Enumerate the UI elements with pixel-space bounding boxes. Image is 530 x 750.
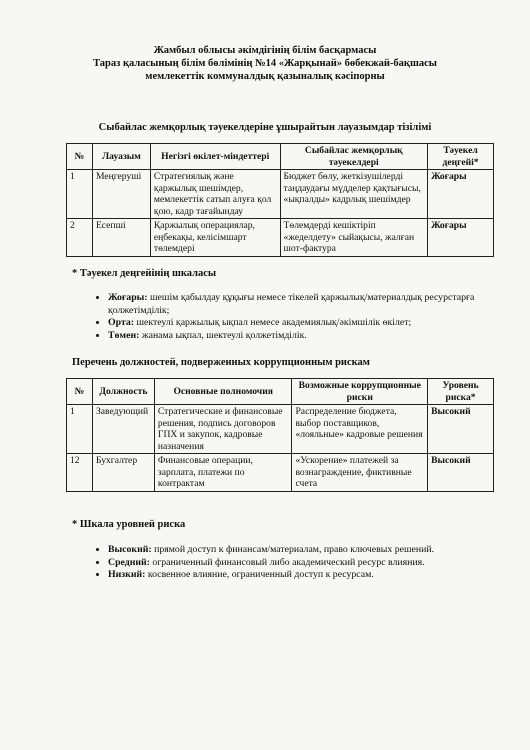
- cell-risks: Төлемдерді кешіктіріп «жеделдету» сыйақысы, жалған шот-фактура: [280, 219, 428, 257]
- cell-risks: «Ускорение» платежей за вознаграждение, фиктивные счета: [292, 454, 428, 492]
- kz-col-position: Лауазым: [92, 144, 150, 170]
- cell-duties: Финансовые операции, зарплата, платежи по контрактам: [154, 454, 292, 492]
- cell-level: Высокий: [428, 454, 494, 492]
- cell-duties: Стратегические и финансовые решения, подпись договоров ГПХ и закупок, кадровые назначения: [154, 405, 292, 454]
- list-item: [108, 292, 488, 317]
- ru-col-duties: Основные полномочия: [154, 379, 292, 405]
- list-item: [108, 317, 488, 330]
- scale-label: Высокий:: [108, 544, 152, 555]
- table-row: [67, 219, 494, 257]
- cell-number: 1: [67, 405, 93, 454]
- scale-text: косвенное влияние, ограниченный доступ к ресурсам.: [145, 569, 374, 580]
- kz-table-header-row: [67, 144, 494, 170]
- list-item: [108, 544, 498, 557]
- scale-text: шектеулі қаржылық ықпал немесе академиялық/әкімшілік өкілет;: [134, 317, 412, 328]
- kz-risk-table: [66, 143, 494, 257]
- ru-scale-list: [92, 544, 498, 582]
- cell-position: Меңгеруші: [92, 170, 150, 219]
- kz-col-risks: Сыбайлас жемқорлық тәуекелдері: [280, 144, 428, 170]
- ru-col-position: Должность: [92, 379, 154, 405]
- cell-duties: Қаржылық операциялар, еңбекақы, келісімшарт төлемдері: [150, 219, 280, 257]
- ru-col-risks: Возможные коррупционные риски: [292, 379, 428, 405]
- table-row: [67, 454, 494, 492]
- ru-risk-table: [66, 378, 494, 492]
- ru-table-header-row: [67, 379, 494, 405]
- kz-col-level: Тәуекел деңгейі*: [428, 144, 494, 170]
- kz-table-title: Сыбайлас жемқорлық тәуекелдеріне ұшырайтын лауазымдар тізілімі: [98, 122, 432, 133]
- header-line-3: мемлекеттік коммуналдық қазыналық кәсіпорны: [145, 71, 385, 82]
- kz-scale-list: [92, 292, 488, 342]
- document-header: [0, 44, 530, 83]
- scale-label: Орта:: [108, 317, 135, 328]
- kz-col-number: №: [67, 144, 93, 170]
- cell-risks: Бюджет бөлу, жеткізушілерді таңдаудағы мүдделер қақтығысы, «ықпалды» кадрлық шешімдер: [280, 170, 428, 219]
- ru-table-title: Перечень должностей, подверженных коррупционным рискам: [72, 357, 370, 368]
- ru-col-number: №: [67, 379, 93, 405]
- cell-position: Заведующий: [92, 405, 154, 454]
- cell-duties: Стратегиялық және қаржылық шешімдер, мемлекеттік сатып алуға қол қою, кадр тағайындау: [150, 170, 280, 219]
- header-line-1: Жамбыл облысы әкімдігінің білім басқармасы: [153, 45, 377, 56]
- cell-risks: Распределение бюджета, выбор поставщиков, «лояльные» кадровые решения: [292, 405, 428, 454]
- cell-position: Бухгалтер: [92, 454, 154, 492]
- cell-number: 1: [67, 170, 93, 219]
- scale-text: шешім қабылдау құқығы немесе тікелей қаржылық/материалдық ресурстарға қолжетімділік;: [108, 292, 475, 316]
- cell-level: Жоғары: [428, 170, 494, 219]
- scale-label: Средний:: [108, 556, 150, 568]
- list-item: [108, 557, 498, 570]
- table-row: [67, 170, 494, 219]
- scale-label: Низкий:: [108, 569, 146, 580]
- list-item: [108, 569, 498, 582]
- scale-text: ограниченный финансовый либо академический ресурс влияния.: [149, 556, 425, 568]
- cell-position: Есепші: [92, 219, 150, 257]
- kz-col-duties: Негізгі өкілет-міндеттері: [150, 144, 280, 170]
- kz-scale-title: * Тәуекел деңгейінің шкаласы: [72, 268, 217, 279]
- scale-label: Жоғары:: [108, 292, 148, 303]
- cell-number: 2: [67, 219, 93, 257]
- ru-col-level: Уровень риска*: [428, 379, 494, 405]
- table-row: [67, 405, 494, 454]
- list-item: [108, 330, 488, 343]
- cell-number: 12: [67, 454, 93, 492]
- header-line-2: Тараз қаласының білім бөлімінің №14 «Жарқынай» бөбекжай-бақшасы: [93, 58, 437, 69]
- cell-level: Жоғары: [428, 219, 494, 257]
- scale-text: жанама ықпал, шектеулі қолжетімділік.: [139, 329, 307, 341]
- scale-text: прямой доступ к финансам/материалам, право ключевых решений.: [151, 544, 435, 555]
- scale-label: Төмен:: [108, 329, 140, 341]
- ru-scale-title: * Шкала уровней риска: [72, 519, 186, 530]
- cell-level: Высокий: [428, 405, 494, 454]
